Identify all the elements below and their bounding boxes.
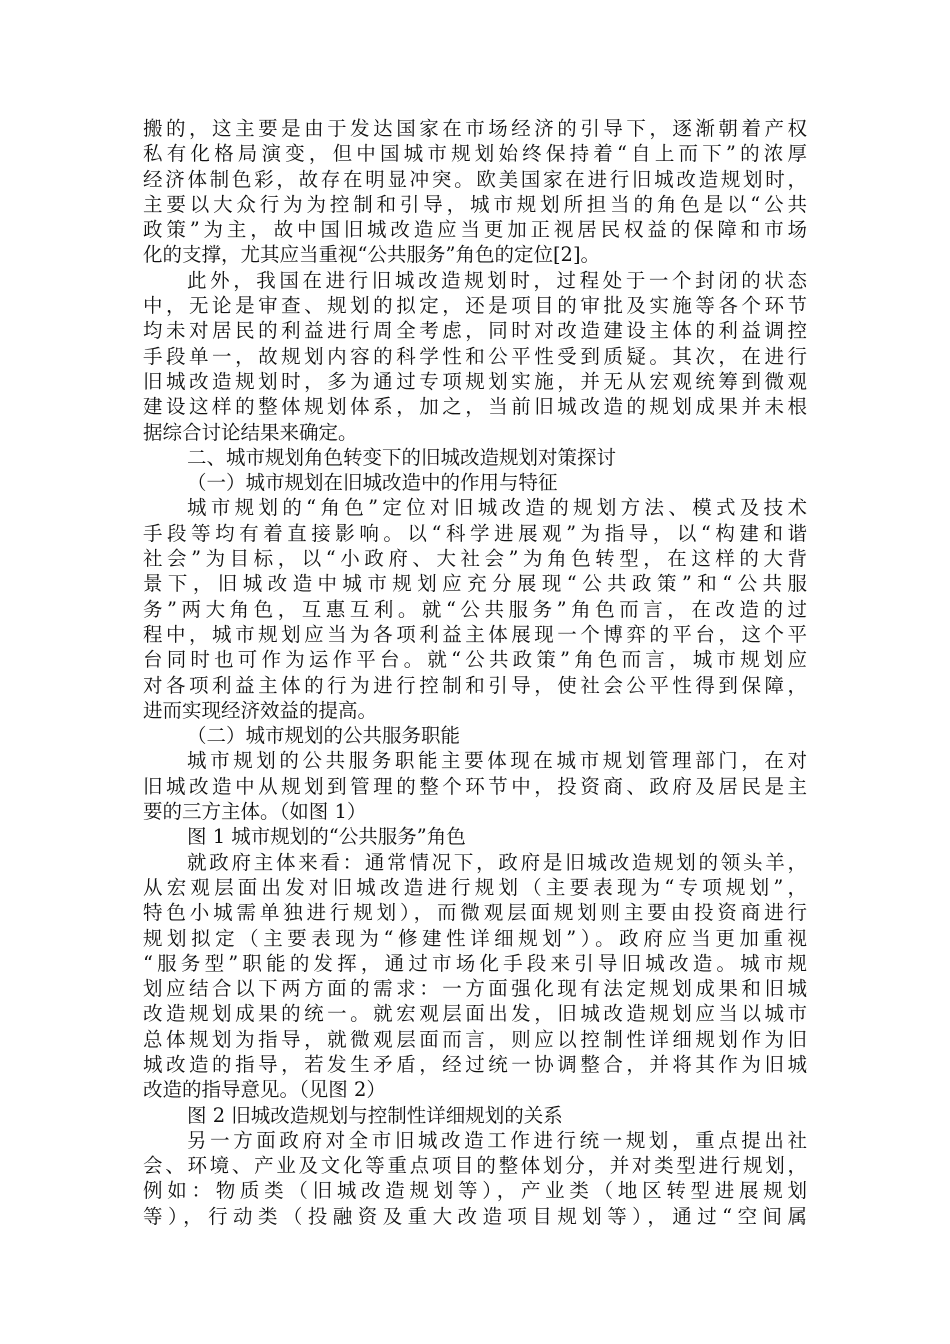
section-heading: 图 1 城市规划的“公共服务”角色	[187, 825, 466, 849]
text-line: 划应结合以下两方面的需求：一方面强化现有法定规划成果和旧城	[143, 977, 807, 1001]
text-line: 会、环境、产业及文化等重点项目的整体划分，并对类型进行规划，	[143, 1154, 807, 1178]
text-line: 等），行动类（投融资及重大改造项目规划等），通过“空间属	[143, 1204, 807, 1228]
text-line: 进而实现经济效益的提高。	[143, 698, 378, 722]
text-line: 旧城改造规划时，多为通过专项规划实施，并无从宏观统筹到微观	[143, 369, 807, 393]
text-line: 均未对居民的利益进行周全考虑，同时对改造建设主体的利益调控	[143, 319, 807, 343]
text-line: 搬的，这主要是由于发达国家在市场经济的引导下，逐渐朝着产权	[143, 117, 807, 140]
text-line: 台同时也可作为运作平台。就“公共政策”角色而言，城市规划应	[143, 648, 807, 672]
document-page	[143, 116, 807, 1229]
section-heading: 二、城市规划角色转变下的旧城改造规划对策探讨	[187, 445, 617, 469]
text-line: 从宏观层面出发对旧城改造进行规划（主要表现为“专项规划”，	[143, 875, 807, 899]
text-line: 总体规划为指导，就微观层面而言，则应以控制性详细规划作为旧	[143, 1027, 807, 1051]
text-line: 手段等均有着直接影响。以“科学进展观”为指导，以“构建和谐	[143, 521, 807, 545]
text-line: 务”两大角色，互惠互利。就“公共服务”角色而言，在改造的过	[143, 597, 807, 621]
text-line: 此外，我国在进行旧城改造规划时，过程处于一个封闭的状态	[187, 268, 807, 292]
text-line: 城改造的指导，若发生矛盾，经过统一协调整合，并将其作为旧城	[143, 1052, 807, 1076]
text-line: 中，无论是审查、规划的拟定，还是项目的审批及实施等各个环节	[143, 294, 807, 318]
text-line: 手段单一，故规划内容的科学性和公平性受到质疑。其次，在进行	[143, 344, 807, 368]
section-heading: 图 2 旧城改造规划与控制性详细规划的关系	[187, 1103, 563, 1127]
text-line: 程中，城市规划应当为各项利益主体展现一个博弈的平台，这个平	[143, 622, 807, 646]
text-line: 要的三方主体。（如图 1）	[143, 800, 367, 824]
text-line: 私有化格局演变，但中国城市规划始终保持着“自上而下”的浓厚	[143, 142, 807, 166]
text-line: 景下，旧城改造中城市规划应充分展现“公共政策”和“公共服	[143, 572, 807, 596]
text-line: 规划拟定（主要表现为“修建性详细规划”）。政府应当更加重视	[143, 926, 807, 950]
text-line: 对各项利益主体的行为进行控制和引导，使社会公平性得到保障，	[143, 673, 807, 697]
text-line: 社会”为目标，以“小政府、大社会”为角色转型，在这样的大背	[143, 547, 807, 571]
text-line: 例如：物质类（旧城改造规划等），产业类（地区转型进展规划	[143, 1179, 807, 1203]
text-line: 建设这样的整体规划体系，加之，当前旧城改造的规划成果并未根	[143, 395, 807, 419]
text-line: 特色小城需单独进行规划），而微观层面规划则主要由投资商进行	[143, 901, 807, 925]
text-line: 政策”为主，故中国旧城改造应当更加正视居民权益的保障和市场	[143, 218, 807, 242]
text-line: 经济体制色彩，故存在明显冲突。欧美国家在进行旧城改造规划时，	[143, 167, 807, 191]
text-line: 城市规划的“角色”定位对旧城改造的规划方法、模式及技术	[187, 496, 807, 520]
section-heading: （二）城市规划的公共服务职能	[187, 724, 461, 748]
text-line: 改造的指导意见。（见图 2）	[143, 1078, 386, 1102]
text-line: 改造规划成果的统一。就宏观层面出发，旧城改造规划应当以城市	[143, 1002, 807, 1026]
text-line: 旧城改造中从规划到管理的整个环节中，投资商、政府及居民是主	[143, 774, 807, 798]
section-heading: （一）城市规划在旧城改造中的作用与特征	[187, 471, 558, 495]
text-line: 另一方面政府对全市旧城改造工作进行统一规划，重点提出社	[187, 1128, 807, 1152]
text-line: 据综合讨论结果来确定。	[143, 420, 358, 444]
text-line: 城市规划的公共服务职能主要体现在城市规划管理部门，在对	[187, 749, 807, 773]
text-line: 化的支撑，尤其应当重视“公共服务”角色的定位[2]。	[143, 243, 601, 267]
text-line: “服务型”职能的发挥，通过市场化手段来引导旧城改造。城市规	[143, 951, 807, 975]
text-line: 主要以大众行为为控制和引导，城市规划所担当的角色是以“公共	[143, 192, 807, 216]
text-line: 就政府主体来看：通常情况下，政府是旧城改造规划的领头羊，	[187, 850, 807, 874]
